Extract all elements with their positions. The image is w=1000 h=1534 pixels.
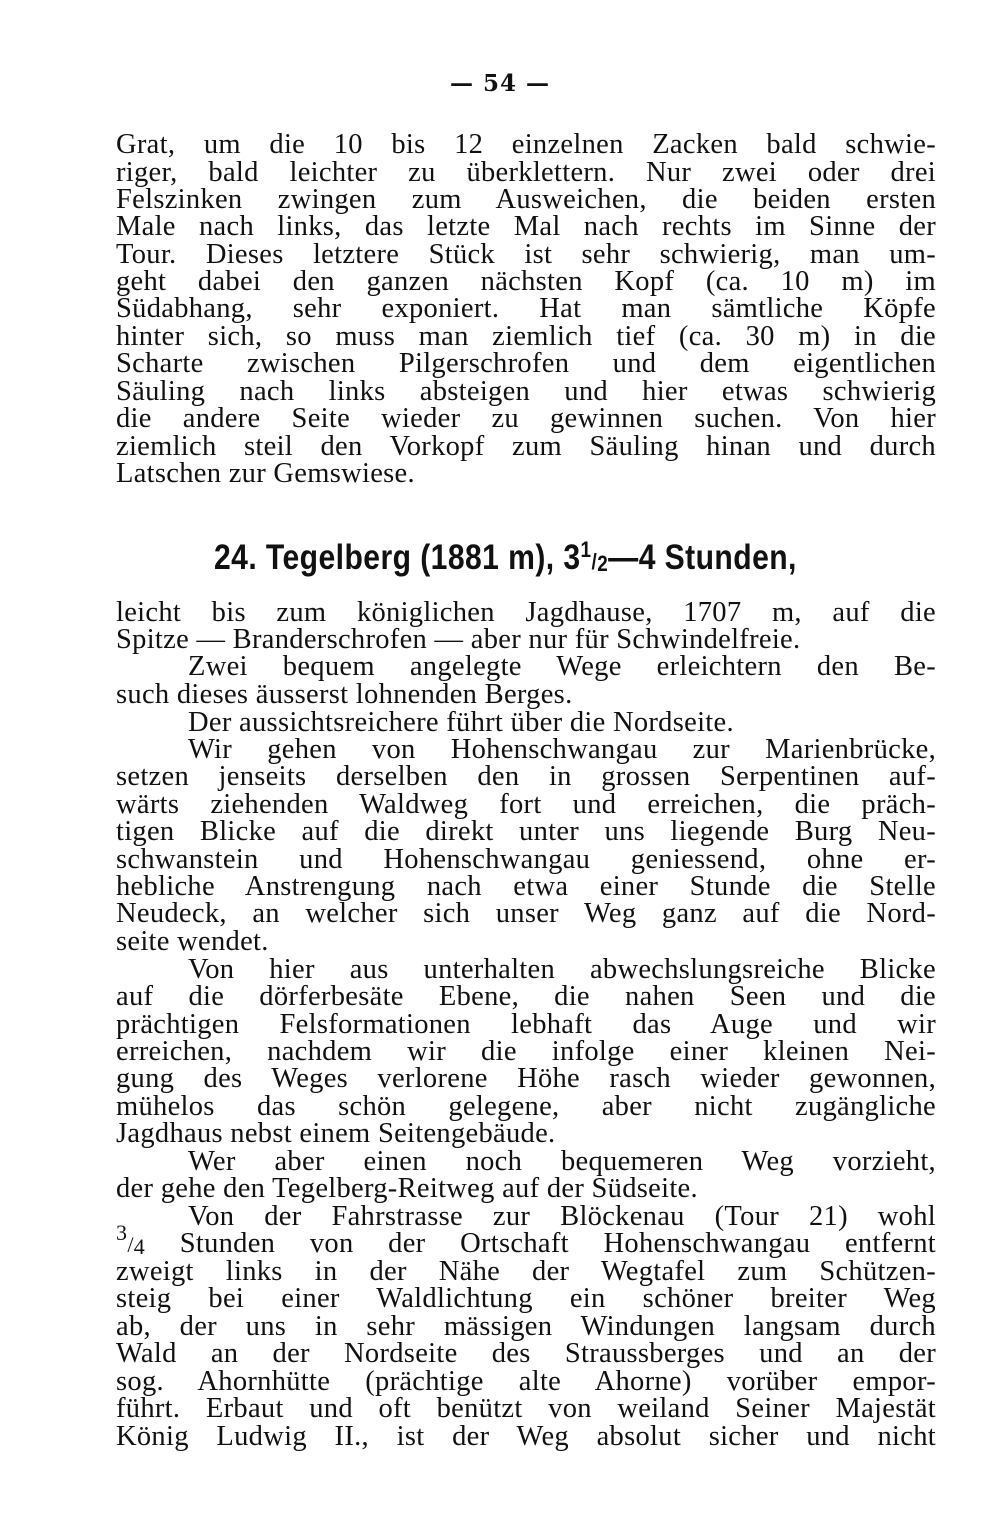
text-line: riger, bald leichter zu überklettern. Nur zwei oder drei: [116, 157, 936, 188]
text-line: gung des Weges verlorene Höhe rasch wieder gewonnen,: [116, 1063, 936, 1094]
text-line: Male nach links, das letzte Mal nach rechts im Sinne der: [116, 211, 936, 242]
text-line: steig bei einer Waldlichtung ein schöner breiter Weg: [116, 1283, 936, 1314]
text-line: seite wendet.: [116, 926, 269, 957]
text-line: such dieses äusserst lohnenden Berges.: [116, 679, 573, 710]
text-line: Säuling nach links absteigen und hier etwas schwierig: [116, 376, 936, 407]
text-line: ab, der uns in sehr mässigen Windungen langsam durch: [116, 1311, 936, 1342]
text-line: sog. Ahornhütte (prächtige alte Ahorne) vorüber empor-: [116, 1366, 936, 1397]
text-line: prächtigen Felsformationen lebhaft das Auge und wir: [116, 1009, 936, 1040]
text-line: der gehe den Tegelberg-Reitweg auf der Südseite.: [116, 1173, 698, 1204]
text-line: die andere Seite wieder zu gewinnen suchen. Von hier: [116, 403, 936, 434]
text-line: ziemlich steil den Vorkopf zum Säuling hinan und durch: [116, 431, 936, 462]
text-line: tigen Blicke auf die direkt unter uns liegende Burg Neu-: [116, 816, 936, 847]
fraction: 3/4: [116, 1220, 146, 1259]
text-line: Latschen zur Gemswiese.: [116, 458, 415, 489]
text-line: Der aussichtsreichere führt über die Nordseite.: [188, 707, 734, 738]
page-number: — 54 —: [449, 70, 551, 97]
text-line: hinter sich, so muss man ziemlich tief (ca. 30 m) in die: [116, 321, 936, 352]
text-line: zweigt links in der Nähe der Wegtafel zum Schützen-: [116, 1256, 936, 1287]
text-line: Von der Fahrstrasse zur Blöckenau (Tour 21) wohl: [188, 1201, 936, 1232]
text-line: Wald an der Nordseite des Straussberges und an der: [116, 1338, 936, 1369]
text-line: geht dabei den ganzen nächsten Kopf (ca. 10 m) im: [116, 266, 936, 297]
heading-suffix: —4 Stunden,: [608, 538, 797, 577]
text-line: Wir gehen von Hohenschwangau zur Marienbrücke,: [188, 734, 936, 765]
text-line: setzen jenseits derselben den in grossen Serpentinen auf-: [116, 761, 936, 792]
text-line: Neudeck, an welcher sich unser Weg ganz auf die Nord-: [116, 898, 936, 929]
text-line: Spitze — Branderschrofen — aber nur für Schwindelfreie.: [116, 624, 801, 655]
fraction: 1/2: [580, 537, 609, 576]
heading-prefix: 24. Tegelberg (1881 m), 3: [214, 538, 581, 577]
text-line: mühelos das schön gelegene, aber nicht zugängliche: [116, 1091, 936, 1122]
text-line: Von hier aus unterhalten abwechslungsreiche Blicke: [188, 954, 936, 985]
text-line: Wer aber einen noch bequemeren Weg vorzieht,: [188, 1146, 936, 1177]
text-line: Grat, um die 10 bis 12 einzelnen Zacken bald schwie-: [116, 129, 936, 160]
text-line: Südabhang, sehr exponiert. Hat man sämtliche Köpfe: [116, 293, 936, 324]
text-line: 3/4 Stunden von der Ortschaft Hohenschwangau entfernt: [116, 1220, 936, 1259]
text-line: wärts ziehenden Waldweg fort und erreichen, die präch-: [116, 789, 936, 820]
text-line: auf die dörferbesäte Ebene, die nahen Seen und die: [116, 981, 936, 1012]
text-line: schwanstein und Hohenschwangau geniessend, ohne er-: [116, 844, 936, 875]
text-line: hebliche Anstrengung nach etwa einer Stunde die Stelle: [116, 871, 936, 902]
text-line: Zwei bequem angelegte Wege erleichtern den Be-: [188, 651, 936, 682]
text-line: Scharte zwischen Pilgerschrofen und dem eigentlichen: [116, 348, 936, 379]
text-line: König Ludwig II., ist der Weg absolut sicher und nicht: [116, 1421, 936, 1452]
text-line: Felszinken zwingen zum Ausweichen, die beiden ersten: [116, 184, 936, 215]
text-line: führt. Erbaut und oft benützt von weiland Seiner Majestät: [116, 1393, 936, 1424]
text-line: Jagdhaus nebst einem Seitengebäude.: [116, 1118, 556, 1149]
section-heading: [214, 537, 797, 582]
text-line: leicht bis zum königlichen Jagdhause, 1707 m, auf die: [116, 597, 936, 628]
text-line: Tour. Dieses letztere Stück ist sehr schwierig, man um-: [116, 239, 936, 270]
text-line: erreichen, nachdem wir die infolge einer kleinen Nei-: [116, 1036, 936, 1067]
